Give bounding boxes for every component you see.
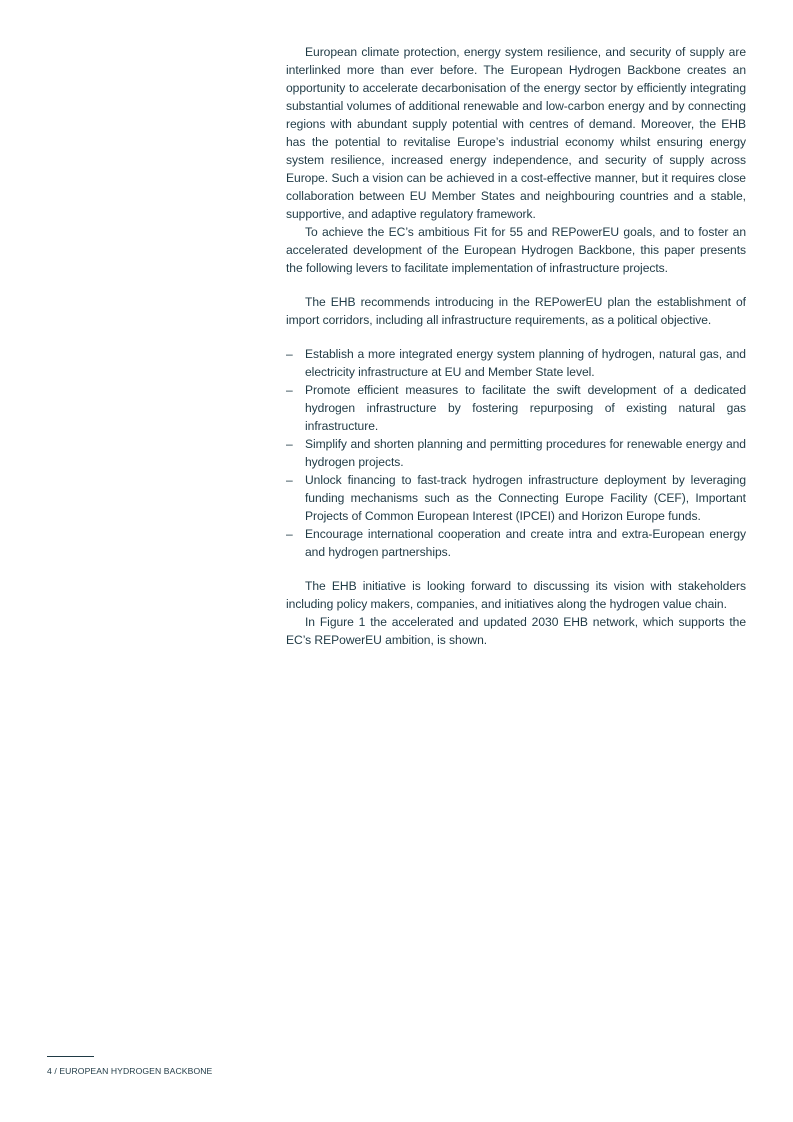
closing-paragraph-2: In Figure 1 the accelerated and updated 2030 EHB network, which supports the EC’s REPowerEU ambition, is shown. [286, 615, 746, 647]
lever-item-cooperation [286, 525, 746, 561]
bullet-dash: – [286, 437, 293, 451]
spacer [286, 561, 746, 577]
lever-text: Encourage international cooperation and create intra and extra-European energy and hydrogen partnerships. [305, 527, 746, 559]
lever-text: Simplify and shorten planning and permitting procedures for renewable energy and hydrogen projects. [305, 437, 746, 469]
lever-item-financing [286, 471, 746, 525]
intro-paragraph-2: To achieve the EC’s ambitious Fit for 55 and REPowerEU goals, and to foster an accelerated development of the European Hydrogen Backbone, this paper presents the following levers to facilitate implementation of infrastructure projects. [286, 225, 746, 275]
main-text-column [286, 43, 746, 649]
bullet-dash: – [286, 383, 293, 397]
levers-list [286, 345, 746, 561]
spacer [286, 277, 746, 293]
recommendation-paragraph: The EHB recommends introducing in the REPowerEU plan the establishment of import corridors, including all infrastructure requirements, as a political objective. [286, 295, 746, 327]
spacer [286, 329, 746, 345]
bullet-dash: – [286, 473, 293, 487]
lever-text: Unlock financing to fast-track hydrogen infrastructure deployment by leveraging funding mechanisms such as the Connecting Europe Facility (CEF), Important Projects of Common European Interest (IPCEI) and Horizon Europe funds. [305, 473, 746, 523]
page-footer-label: 4 / EUROPEAN HYDROGEN BACKBONE [47, 1066, 213, 1076]
lever-item-integrated-planning [286, 345, 746, 381]
lever-item-permitting [286, 435, 746, 471]
footer-divider [47, 1056, 94, 1057]
closing-paragraph-1: The EHB initiative is looking forward to discussing its vision with stakeholders including policy makers, companies, and initiatives along the hydrogen value chain. [286, 579, 746, 611]
lever-text: Establish a more integrated energy system planning of hydrogen, natural gas, and electricity infrastructure at EU and Member State level. [305, 347, 746, 379]
intro-paragraph-1: European climate protection, energy system resilience, and security of supply are interlinked more than ever before. The European Hydrogen Backbone creates an opportunity to accelerate decarbonisation of the energy sector by efficiently integrating substantial volumes of additional renewable and low-carbon energy and by connecting regions with abundant supply potential with centres of demand. Moreover, the EHB has the potential to revitalise Europe’s industrial economy whilst ensuring energy system resilience, increased energy independence, and security of supply across Europe. Such a vision can be achieved in a cost-effective manner, but it requires close collaboration between EU Member States and neighbouring countries and a stable, supportive, and adaptive regulatory framework. [286, 45, 746, 221]
lever-item-repurposing [286, 381, 746, 435]
bullet-dash: – [286, 527, 293, 541]
lever-text: Promote efficient measures to facilitate the swift development of a dedicated hydrogen infrastructure by fostering repurposing of existing natural gas infrastructure. [305, 383, 746, 433]
bullet-dash: – [286, 347, 293, 361]
